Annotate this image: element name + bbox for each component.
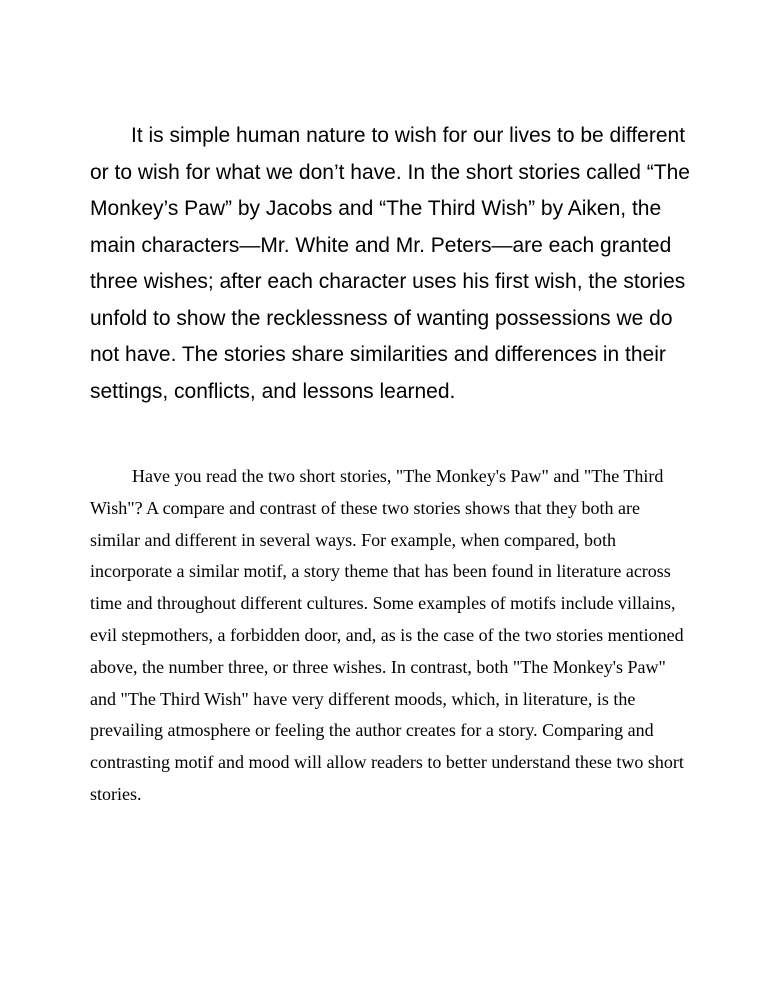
body-paragraph: Have you read the two short stories, "The Monkey's Paw" and "The Third Wish"? A compare and contrast of these two stories shows that they both are similar and different in several ways. For example, when compared, both incorporate a similar motif, a story theme that has been found in literature across time and throughout different cultures. Some examples of motifs include villains, evil stepmothers, a forbidden door, and, as is the case of the two stories mentioned above, the number three, or three wishes. In contrast, both "The Monkey's Paw" and "The Third Wish" have very different moods, which, in literature, is the prevailing atmosphere or feeling the author creates for a story. Comparing and contrasting motif and mood will allow readers to better understand these two short stories. (90, 466, 684, 804)
intro-paragraph: It is simple human nature to wish for our lives to be different or to wish for what we don’t have. In the short stories called “The Monkey’s Paw” by Jacobs and “The Third Wish” by Aiken, the main characters—Mr. White and Mr. Peters—are each granted three wishes; after each character uses his first wish, the stories unfold to show the recklessness of wanting possessions we do not have. The stories share similarities and differences in their settings, conflicts, and lessons learned. (90, 124, 690, 403)
